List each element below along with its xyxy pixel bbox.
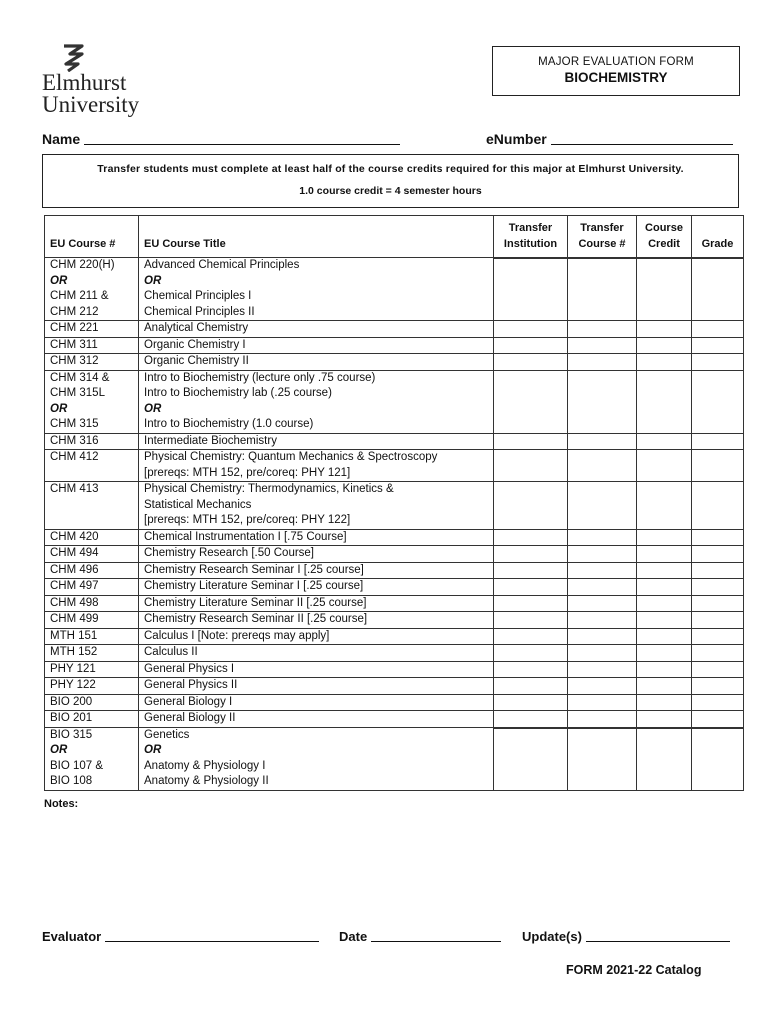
table-row (45, 258, 744, 321)
course-title-line: Physical Chemistry: Quantum Mechanics & Spectroscopy (144, 451, 438, 463)
course-title-line: Anatomy & Physiology I (144, 759, 266, 772)
course-title-line: Chemistry Research Seminar II [.25 course] (144, 613, 368, 625)
course-number-line: OR (50, 744, 68, 756)
table-row (45, 612, 744, 629)
table-row (45, 579, 744, 596)
transfer-course-cell[interactable] (568, 595, 637, 612)
transfer-institution-cell[interactable] (494, 370, 568, 433)
course-title-line: Physical Chemistry: Thermodynamics, Kinetics & (144, 483, 394, 495)
course-title-line: Intro to Biochemistry (1.0 course) (144, 418, 314, 430)
course-credit-cell[interactable] (637, 579, 692, 596)
grade-cell[interactable] (692, 321, 744, 338)
course-title (139, 727, 494, 790)
header-transfer-course: Transfer Course # (568, 216, 637, 258)
course-number-line: CHM 221 (50, 322, 99, 334)
logo-word-elmhurst: Elmhurst (42, 70, 127, 95)
grade-cell[interactable] (692, 529, 744, 546)
course-title-line: Intro to Biochemistry (lecture only .75 course) (144, 371, 376, 384)
course-title (139, 337, 494, 354)
header-transfer-institution: Transfer Institution (494, 216, 568, 258)
transfer-note-line2: 1.0 course credit = 4 semester hours (299, 185, 482, 197)
transfer-institution-cell-slot[interactable] (494, 258, 567, 259)
transfer-course-cell[interactable] (568, 370, 637, 433)
course-number-line: CHM 499 (50, 613, 99, 625)
course-title-line: Calculus II (144, 646, 198, 658)
name-label: Name (42, 131, 81, 147)
course-title-line: Intro to Biochemistry lab (.25 course) (144, 387, 332, 399)
course-number-line: BIO 200 (50, 695, 93, 708)
transfer-institution-cell[interactable] (494, 612, 568, 629)
transfer-course-cell[interactable] (568, 546, 637, 563)
table-row (45, 546, 744, 563)
course-title-line: Intermediate Biochemistry (144, 434, 277, 447)
course-title-line: OR (144, 274, 162, 287)
course-credit-cell[interactable] (637, 433, 692, 450)
course-number-line: CHM 413 (50, 483, 99, 495)
logo-word-university: University (42, 92, 140, 117)
evaluator-label: Evaluator (42, 929, 102, 944)
transfer-course-cell[interactable] (568, 321, 637, 338)
table-row (45, 661, 744, 678)
grade-cell[interactable] (692, 727, 744, 790)
transfer-course-cell-slot[interactable] (568, 258, 636, 259)
course-number (45, 370, 139, 433)
course-credit-cell[interactable] (637, 450, 692, 482)
grade-cell[interactable] (692, 433, 744, 450)
course-title (139, 321, 494, 338)
transfer-course-cell[interactable] (568, 678, 637, 695)
transfer-institution-cell[interactable] (494, 727, 568, 790)
course-title-line: Calculus I [Note: prereqs may apply] (144, 629, 330, 642)
course-title-line: Organic Chemistry I (144, 338, 246, 351)
grade-cell[interactable] (692, 595, 744, 612)
transfer-institution-cell[interactable] (494, 645, 568, 662)
transfer-course-cell[interactable] (568, 337, 637, 354)
course-credit-cell[interactable] (637, 595, 692, 612)
course-number-line: CHM 496 (50, 563, 99, 576)
course-title-line: General Physics I (144, 662, 235, 675)
transfer-course-cell[interactable] (568, 612, 637, 629)
form-title: MAJOR EVALUATION FORM (538, 56, 694, 68)
course-title (139, 370, 494, 433)
form-title-box (492, 46, 740, 96)
course-credit-cell[interactable] (637, 612, 692, 629)
enumber-field[interactable] (486, 131, 733, 147)
course-number-line: PHY 121 (50, 662, 96, 675)
table-header-row (45, 216, 744, 258)
course-number (45, 546, 139, 563)
date-blank[interactable] (371, 941, 501, 942)
course-number-line: BIO 201 (50, 712, 93, 724)
course-credit-cell[interactable] (637, 694, 692, 711)
course-title-line: Organic Chemistry II (144, 355, 249, 367)
transfer-institution-cell[interactable] (494, 595, 568, 612)
table-row (45, 433, 744, 450)
course-title (139, 354, 494, 371)
course-number (45, 645, 139, 662)
course-number (45, 612, 139, 629)
date-label: Date (339, 929, 368, 944)
grade-cell[interactable] (692, 579, 744, 596)
notes-label: Notes: (44, 798, 79, 810)
transfer-institution-cell[interactable] (494, 337, 568, 354)
table-row (45, 529, 744, 546)
course-title (139, 694, 494, 711)
grade-cell[interactable] (692, 450, 744, 482)
transfer-course-cell[interactable] (568, 727, 637, 790)
table-row (45, 450, 744, 482)
transfer-course-cell[interactable] (568, 645, 637, 662)
transfer-course-cell[interactable] (568, 579, 637, 596)
header-eu-course: EU Course # (45, 216, 139, 258)
course-number-line: CHM 498 (50, 596, 99, 609)
course-credit-cell[interactable] (637, 562, 692, 579)
course-number-line: CHM 314 & (50, 371, 110, 384)
course-title-line: Chemistry Literature Seminar II [.25 course] (144, 596, 367, 609)
grade-cell[interactable] (692, 628, 744, 645)
course-number-line: CHM 494 (50, 547, 99, 559)
transfer-institution-cell[interactable] (494, 258, 568, 321)
transfer-institution-cell[interactable] (494, 711, 568, 728)
course-number-line: CHM 211 & (50, 290, 109, 302)
course-title-line: Statistical Mechanics (144, 498, 252, 511)
transfer-institution-cell[interactable] (494, 450, 568, 482)
course-number (45, 450, 139, 482)
course-credit-cell-slot[interactable] (637, 258, 691, 259)
transfer-institution-cell[interactable] (494, 562, 568, 579)
course-title-line: General Biology II (144, 712, 236, 724)
course-number (45, 661, 139, 678)
transfer-course-cell[interactable] (568, 529, 637, 546)
course-credit-cell[interactable] (637, 529, 692, 546)
grade-cell[interactable] (692, 612, 744, 629)
table-row (45, 370, 744, 433)
grade-cell[interactable] (692, 645, 744, 662)
course-number-line: CHM 220(H) (50, 259, 115, 271)
course-title (139, 258, 494, 321)
course-title (139, 450, 494, 482)
course-credit-cell[interactable] (637, 370, 692, 433)
grade-cell[interactable] (692, 694, 744, 711)
course-title (139, 595, 494, 612)
course-credit-cell-slot[interactable] (637, 728, 691, 729)
course-number (45, 354, 139, 371)
course-title (139, 529, 494, 546)
transfer-course-cell-slot[interactable] (568, 728, 636, 729)
table-row (45, 595, 744, 612)
table-row (45, 354, 744, 371)
course-credit-cell[interactable] (637, 546, 692, 563)
table-row (45, 694, 744, 711)
transfer-course-cell[interactable] (568, 482, 637, 530)
grade-cell-slot[interactable] (692, 728, 743, 729)
table-row (45, 628, 744, 645)
course-number-line: CHM 315 (50, 418, 99, 430)
course-number (45, 711, 139, 728)
table-row (45, 727, 744, 790)
course-credit-cell[interactable] (637, 354, 692, 371)
transfer-course-cell[interactable] (568, 450, 637, 482)
transfer-institution-cell[interactable] (494, 628, 568, 645)
transfer-institution-cell[interactable] (494, 546, 568, 563)
course-credit-cell[interactable] (637, 645, 692, 662)
grade-cell[interactable] (692, 678, 744, 695)
transfer-course-cell[interactable] (568, 258, 637, 321)
grade-cell[interactable] (692, 370, 744, 433)
course-number-line: BIO 315 (50, 728, 93, 741)
course-credit-cell[interactable] (637, 727, 692, 790)
course-number-line: CHM 315L (50, 387, 105, 399)
grade-cell[interactable] (692, 661, 744, 678)
table-row (45, 321, 744, 338)
transfer-note-box (42, 154, 739, 208)
course-title (139, 612, 494, 629)
course-number-line: CHM 316 (50, 434, 99, 447)
course-credit-cell[interactable] (637, 711, 692, 728)
course-number (45, 562, 139, 579)
course-title-line: General Biology I (144, 695, 233, 708)
course-credit-cell[interactable] (637, 482, 692, 530)
course-title-line: Chemical Principles I (144, 290, 252, 302)
grade-cell[interactable] (692, 546, 744, 563)
transfer-institution-cell[interactable] (494, 529, 568, 546)
evaluator-blank[interactable] (105, 941, 319, 942)
logo-mark-icon (60, 44, 86, 72)
table-row (45, 645, 744, 662)
transfer-institution-cell[interactable] (494, 433, 568, 450)
evaluator-field[interactable] (42, 929, 319, 944)
course-number-line: OR (50, 274, 68, 287)
course-title-line: Chemical Principles II (144, 305, 255, 318)
course-title (139, 678, 494, 695)
course-number (45, 628, 139, 645)
course-title-line: Anatomy & Physiology II (144, 775, 269, 787)
transfer-institution-cell[interactable] (494, 678, 568, 695)
course-title-line: Chemistry Literature Seminar I [.25 course] (144, 580, 364, 592)
transfer-course-cell[interactable] (568, 661, 637, 678)
transfer-institution-cell[interactable] (494, 579, 568, 596)
header-eu-title: EU Course Title (139, 216, 494, 258)
transfer-course-cell[interactable] (568, 628, 637, 645)
course-title (139, 628, 494, 645)
course-number-line: PHY 122 (50, 679, 96, 691)
course-title (139, 433, 494, 450)
course-title-line: Chemistry Research Seminar I [.25 course] (144, 563, 364, 576)
course-title (139, 482, 494, 530)
course-number (45, 258, 139, 321)
course-credit-cell[interactable] (637, 337, 692, 354)
grade-cell-slot[interactable] (692, 258, 743, 259)
university-logo (42, 44, 152, 116)
course-title-line: General Physics II (144, 679, 238, 691)
course-number-line: CHM 312 (50, 355, 99, 367)
course-credit-cell[interactable] (637, 628, 692, 645)
course-title-line: OR (144, 402, 162, 415)
course-title (139, 711, 494, 728)
course-title (139, 645, 494, 662)
transfer-institution-cell[interactable] (494, 321, 568, 338)
major-name: BIOCHEMISTRY (564, 70, 668, 85)
course-number (45, 727, 139, 790)
transfer-institution-cell-slot[interactable] (494, 728, 567, 729)
course-number (45, 433, 139, 450)
form-catalog-id: FORM 2021-22 Catalog (566, 963, 702, 977)
transfer-institution-cell[interactable] (494, 354, 568, 371)
table-row (45, 678, 744, 695)
course-title-line: Chemical Instrumentation I [.75 Course] (144, 530, 347, 543)
course-number-line: OR (50, 402, 68, 415)
course-number-line: CHM 497 (50, 580, 99, 592)
transfer-course-cell[interactable] (568, 354, 637, 371)
name-blank[interactable] (84, 144, 400, 145)
grade-cell[interactable] (692, 258, 744, 321)
course-number-line: MTH 151 (50, 629, 98, 642)
course-number-line: MTH 152 (50, 646, 98, 658)
table-row (45, 482, 744, 530)
updates-blank[interactable] (586, 941, 730, 942)
course-number-line: CHM 212 (50, 305, 99, 318)
course-number-line: CHM 412 (50, 451, 99, 463)
course-title-line: Analytical Chemistry (144, 322, 249, 334)
transfer-institution-cell[interactable] (494, 694, 568, 711)
transfer-course-cell[interactable] (568, 711, 637, 728)
course-number (45, 529, 139, 546)
course-title (139, 562, 494, 579)
table-row (45, 711, 744, 728)
grade-cell[interactable] (692, 562, 744, 579)
course-credit-cell[interactable] (637, 661, 692, 678)
course-number (45, 321, 139, 338)
transfer-note-line1: Transfer students must complete at least half of the course credits required for this major at Elmhurst University. (97, 163, 684, 175)
grade-cell[interactable] (692, 711, 744, 728)
course-title-line: [prereqs: MTH 152, pre/coreq: PHY 122] (144, 514, 351, 526)
updates-field[interactable] (522, 929, 730, 944)
enumber-label: eNumber (486, 131, 547, 147)
course-number (45, 678, 139, 695)
course-title-line: Advanced Chemical Principles (144, 259, 300, 271)
course-title-line: Genetics (144, 728, 190, 741)
course-title (139, 579, 494, 596)
date-field[interactable] (339, 929, 501, 944)
transfer-course-cell[interactable] (568, 433, 637, 450)
enumber-blank[interactable] (551, 144, 733, 145)
course-title-line: [prereqs: MTH 152, pre/coreq: PHY 121] (144, 466, 351, 479)
course-title (139, 546, 494, 563)
header-course-credit: Course Credit (637, 216, 692, 258)
course-number-line: CHM 420 (50, 530, 99, 543)
course-number-line: BIO 108 (50, 775, 93, 787)
grade-cell[interactable] (692, 354, 744, 371)
course-number (45, 694, 139, 711)
course-table (44, 215, 744, 791)
course-credit-cell[interactable] (637, 258, 692, 321)
course-credit-cell[interactable] (637, 678, 692, 695)
table-row (45, 562, 744, 579)
course-credit-cell[interactable] (637, 321, 692, 338)
transfer-institution-cell[interactable] (494, 661, 568, 678)
table-row (45, 337, 744, 354)
course-rows (45, 258, 744, 791)
header-grade: Grade (692, 216, 744, 258)
grade-cell[interactable] (692, 482, 744, 530)
course-number (45, 482, 139, 530)
name-field[interactable] (42, 131, 400, 147)
course-number (45, 595, 139, 612)
course-number (45, 579, 139, 596)
course-number-line: BIO 107 & (50, 759, 104, 772)
course-title (139, 661, 494, 678)
updates-label: Update(s) (522, 929, 582, 944)
transfer-course-cell[interactable] (568, 562, 637, 579)
course-number-line: CHM 311 (50, 338, 98, 351)
grade-cell[interactable] (692, 337, 744, 354)
course-title-line: OR (144, 744, 162, 756)
course-title-line: Chemistry Research [.50 Course] (144, 547, 315, 559)
transfer-institution-cell[interactable] (494, 482, 568, 530)
course-number (45, 337, 139, 354)
transfer-course-cell[interactable] (568, 694, 637, 711)
